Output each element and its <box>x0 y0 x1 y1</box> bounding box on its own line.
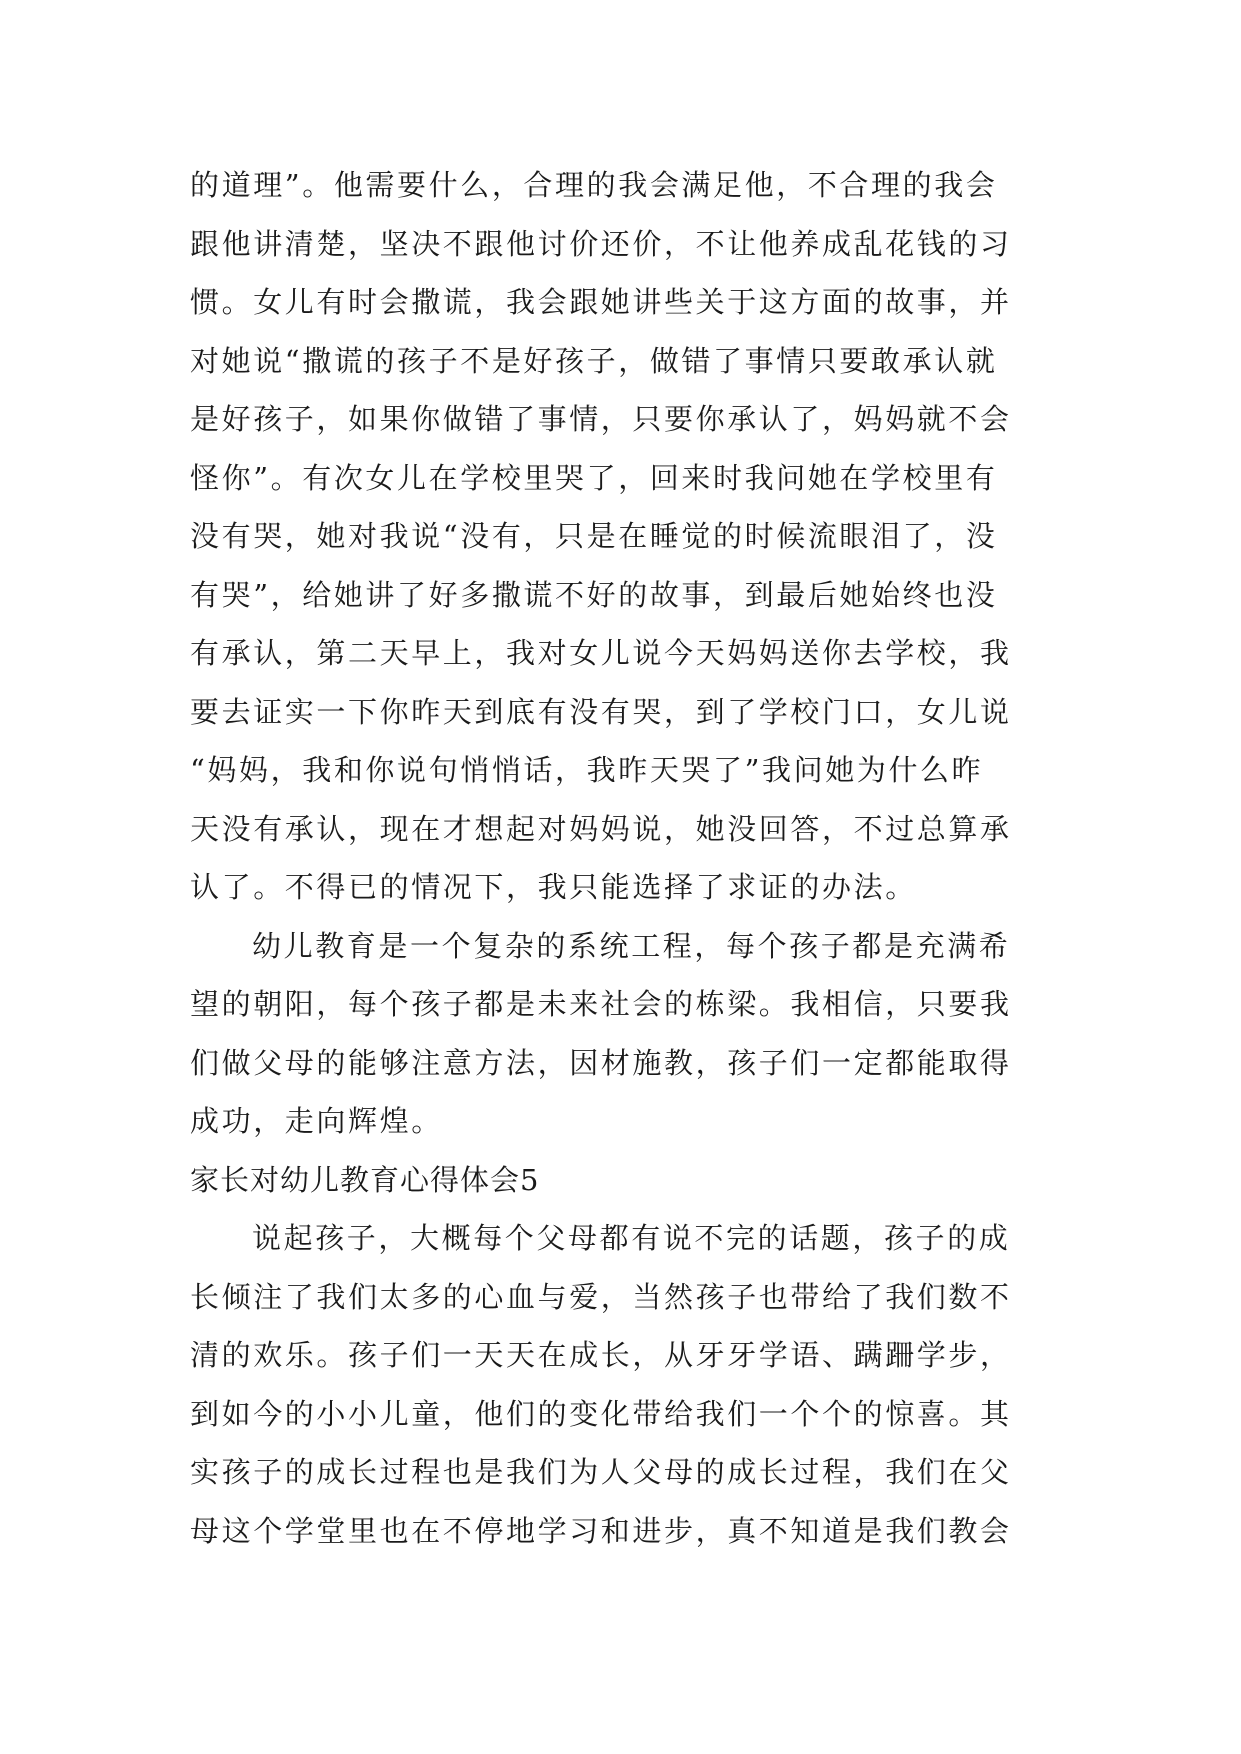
text-line: 对她说“撒谎的孩子不是好孩子，做错了事情只要敢承认就 <box>190 343 998 378</box>
text-line: 实孩子的成长过程也是我们为人父母的成长过程，我们在父 <box>190 1455 1012 1489</box>
text-line: 到如今的小小儿童，他们的变化带给我们一个个的惊喜。其 <box>190 1396 1012 1431</box>
paragraph-start-line: 说起孩子，大概每个父母都有说不完的话题，孩子的成 <box>252 1221 1011 1255</box>
document-body <box>190 156 1052 1560</box>
text-line: 清的欢乐。孩子们一天天在成长，从牙牙学语、蹒跚学步， <box>190 1338 1012 1372</box>
text-line: 有承认，第二天早上，我对女儿说今天妈妈送你去学校，我 <box>190 636 1012 670</box>
text-line: 有哭”，给她讲了好多撒谎不好的故事，到最后她始终也没 <box>190 577 998 612</box>
text-line: 们做父母的能够注意方法，因材施教，孩子们一定都能取得 <box>190 1045 1012 1080</box>
text-line: 天没有承认，现在才想起对妈妈说，她没回答，不过总算承 <box>190 811 1012 846</box>
text-line: 跟他讲清楚，坚决不跟他讨价还价，不让他养成乱花钱的习 <box>190 226 1012 261</box>
text-line: 没有哭，她对我说“没有，只是在睡觉的时候流眼泪了，没 <box>190 519 998 553</box>
text-line: 的道理”。他需要什么，合理的我会满足他，不合理的我会 <box>190 168 998 202</box>
text-line: “妈妈，我和你说句悄悄话，我昨天哭了”我问她为什么昨 <box>190 753 984 787</box>
text-line: 要去证实一下你昨天到底有没有哭，到了学校门口，女儿说 <box>190 694 1012 729</box>
text-line: 成功，走向辉煌。 <box>190 1104 443 1138</box>
text-line: 认了。不得已的情况下，我只能选择了求证的办法。 <box>190 870 917 904</box>
text-line: 是好孩子，如果你做错了事情，只要你承认了，妈妈就不会 <box>190 402 1012 436</box>
paragraph-start-line: 幼儿教育是一个复杂的系统工程，每个孩子都是充满希 <box>252 928 1011 963</box>
text-line: 母这个学堂里也在不停地学习和进步，真不知道是我们教会 <box>190 1513 1012 1548</box>
text-line: 惯。女儿有时会撒谎，我会跟她讲些关于这方面的故事，并 <box>190 285 1012 319</box>
section-heading: 家长对幼儿教育心得体会5 <box>190 1162 540 1197</box>
text-line: 长倾注了我们太多的心血与爱，当然孩子也带给了我们数不 <box>190 1279 1012 1314</box>
text-line: 望的朝阳，每个孩子都是未来社会的栋梁。我相信，只要我 <box>190 987 1012 1021</box>
text-line: 怪你”。有次女儿在学校里哭了，回来时我问她在学校里有 <box>190 460 998 495</box>
